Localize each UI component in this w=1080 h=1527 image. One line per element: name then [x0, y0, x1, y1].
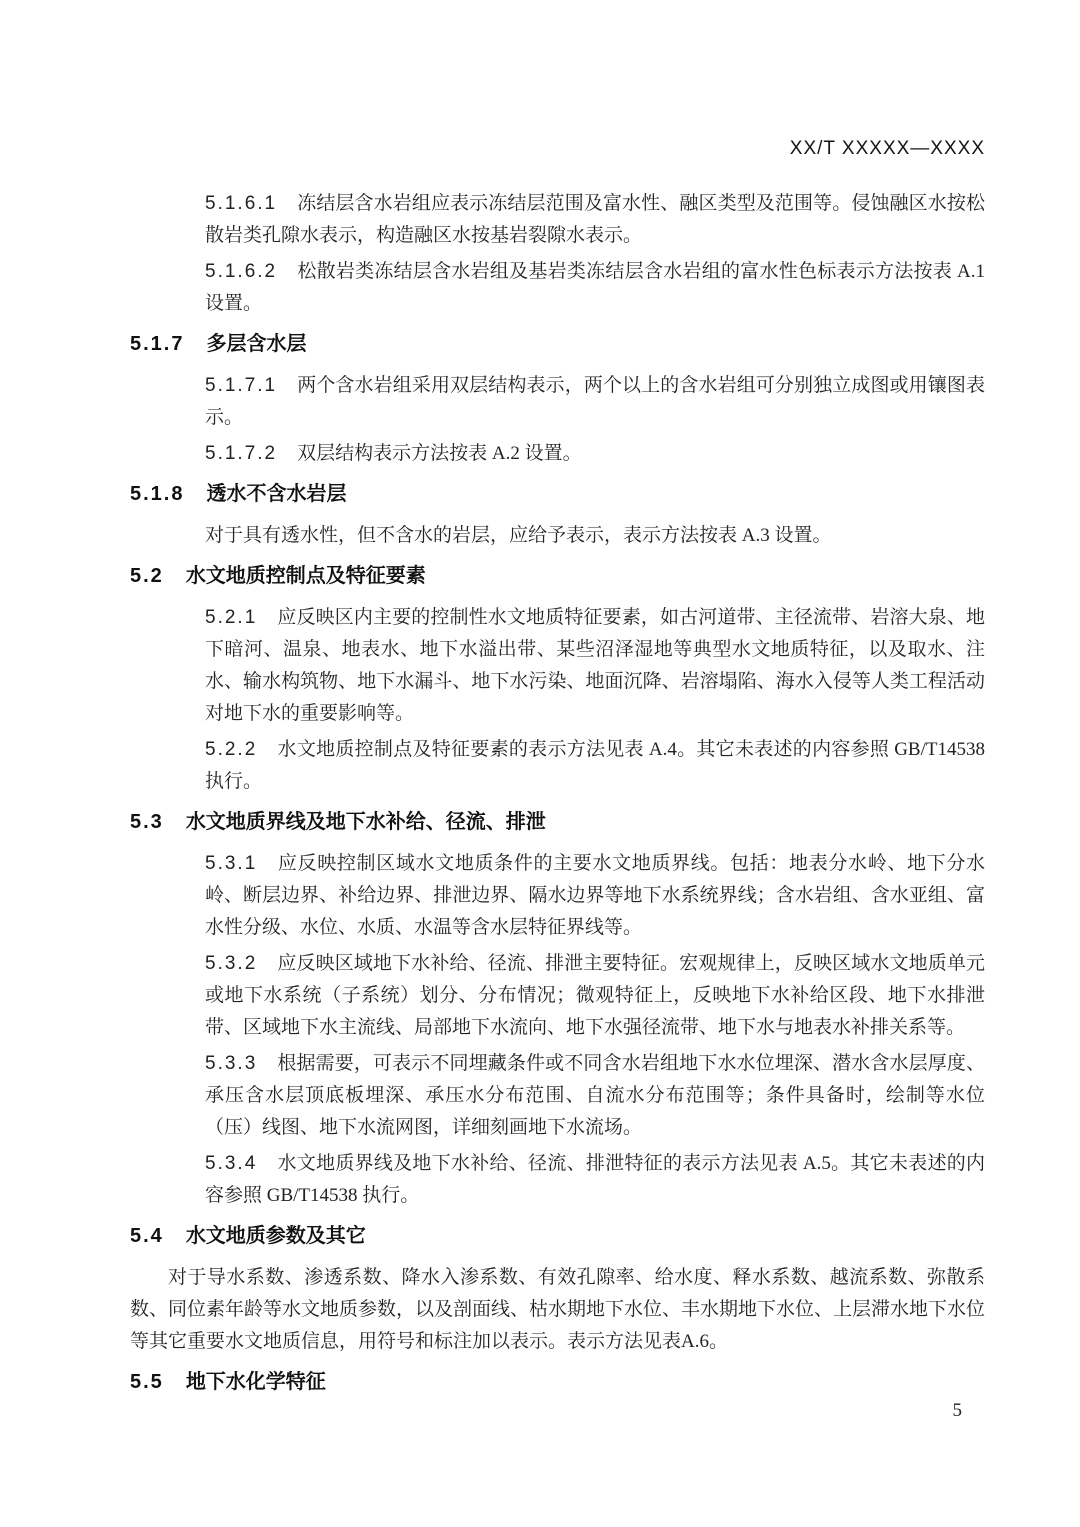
clause-5-2-1: [205, 602, 985, 730]
clause-number: 5.3.4: [205, 1153, 258, 1174]
clause-text: 松散岩类冻结层含水岩组及基岩类冻结层含水岩组的富水性色标表示方法按表 A.1 设置。: [205, 261, 985, 314]
heading-number: 5.4: [130, 1225, 164, 1247]
heading-number: 5.3: [130, 811, 164, 833]
section-heading-5-4: [130, 1220, 985, 1252]
clause-5-3-4: [205, 1148, 985, 1212]
clause-text: 根据需要，可表示不同埋藏条件或不同含水岩组地下水水位埋深、潜水含水层厚度、承压含水层顶底板埋深、承压水分布范围、自流水分布范围等；条件具备时，绘制等水位（压）线图、地下水流网图，详细刻画地下水流场。: [205, 1053, 985, 1138]
heading-text: 水文地质控制点及特征要素: [185, 565, 426, 587]
section-heading-5-2: [130, 560, 985, 592]
paragraph-text: 对于导水系数、渗透系数、降水入渗系数、有效孔隙率、给水度、释水系数、越流系数、弥散系数、同位素年龄等水文地质参数，以及剖面线、枯水期地下水位、丰水期地下水位、上层滞水地下水位等其它重要水文地质信息，用符号和标注加以表示。表示方法见表A.6。: [130, 1267, 986, 1352]
heading-number: 5.1.7: [130, 333, 185, 355]
heading-text: 水文地质参数及其它: [185, 1225, 366, 1247]
clause-number: 5.3.3: [205, 1053, 258, 1074]
clause-number: 5.2.1: [205, 607, 258, 628]
clause-number: 5.1.7.1: [205, 375, 278, 396]
clause-text: 两个含水岩组采用双层结构表示，两个以上的含水岩组可分别独立成图或用镶图表示。: [205, 375, 985, 428]
section-heading-5-3: [130, 806, 985, 838]
clause-text: 冻结层含水岩组应表示冻结层范围及富水性、融区类型及范围等。侵蚀融区水按松散岩类孔隙水表示，构造融区水按基岩裂隙水表示。: [205, 193, 985, 246]
heading-number: 5.5: [130, 1371, 164, 1393]
clause-5-1-7-2: [205, 438, 985, 470]
clause-number: 5.1.6.1: [205, 193, 278, 214]
section-heading-5-1-8: [130, 478, 985, 510]
clause-text: 应反映控制区域水文地质条件的主要水文地质界线。包括：地表分水岭、地下分水岭、断层边界、补给边界、排泄边界、隔水边界等地下水系统界线；含水岩组、含水亚组、富水性分级、水位、水质、水温等含水层特征界线等。: [205, 853, 985, 938]
clause-number: 5.1.7.2: [205, 443, 278, 464]
clause-number: 5.3.2: [205, 953, 258, 974]
clause-5-3-1: [205, 848, 985, 944]
heading-text: 多层含水层: [206, 333, 307, 355]
clause-5-3-3: [205, 1048, 985, 1144]
paragraph-text: 对于具有透水性，但不含水的岩层，应给予表示，表示方法按表 A.3 设置。: [205, 525, 832, 546]
paragraph-5-1-8-body: [205, 520, 985, 552]
paragraph-5-4-body: [130, 1262, 985, 1358]
heading-number: 5.1.8: [130, 483, 185, 505]
clause-text: 应反映区域地下水补给、径流、排泄主要特征。宏观规律上，反映区域水文地质单元或地下水系统（子系统）划分、分布情况；微观特征上，反映地下水补给区段、地下水排泄带、区域地下水主流线、局部地下水流向、地下水强径流带、地下水与地表水补排关系等。: [205, 953, 985, 1038]
clause-number: 5.3.1: [205, 853, 258, 874]
document-content: [130, 188, 985, 1398]
clause-5-1-6-1: [205, 188, 985, 252]
clause-text: 水文地质界线及地下水补给、径流、排泄特征的表示方法见表 A.5。其它未表述的内容参照 GB/T14538 执行。: [205, 1153, 985, 1206]
doc-code-header: XX/T XXXXX—XXXX: [789, 138, 985, 159]
clause-5-2-2: [205, 734, 985, 798]
clause-number: 5.2.2: [205, 739, 258, 760]
clause-5-1-6-2: [205, 256, 985, 320]
section-heading-5-5: [130, 1366, 985, 1398]
clause-text: 水文地质控制点及特征要素的表示方法见表 A.4。其它未表述的内容参照 GB/T14538 执行。: [205, 739, 985, 792]
clause-text: 应反映区内主要的控制性水文地质特征要素，如古河道带、主径流带、岩溶大泉、地下暗河、温泉、地表水、地下水溢出带、某些沼泽湿地等典型水文地质特征，以及取水、注水、输水构筑物、地下水漏斗、地下水污染、地面沉降、岩溶塌陷、海水入侵等人类工程活动对地下水的重要影响等。: [205, 607, 985, 724]
section-heading-5-1-7: [130, 328, 985, 360]
clause-number: 5.1.6.2: [205, 261, 278, 282]
clause-5-1-7-1: [205, 370, 985, 434]
clause-text: 双层结构表示方法按表 A.2 设置。: [297, 443, 582, 464]
page-number: 5: [952, 1400, 962, 1421]
heading-number: 5.2: [130, 565, 164, 587]
heading-text: 水文地质界线及地下水补给、径流、排泄: [185, 811, 546, 833]
heading-text: 地下水化学特征: [185, 1371, 326, 1393]
clause-5-3-2: [205, 948, 985, 1044]
heading-text: 透水不含水岩层: [206, 483, 347, 505]
